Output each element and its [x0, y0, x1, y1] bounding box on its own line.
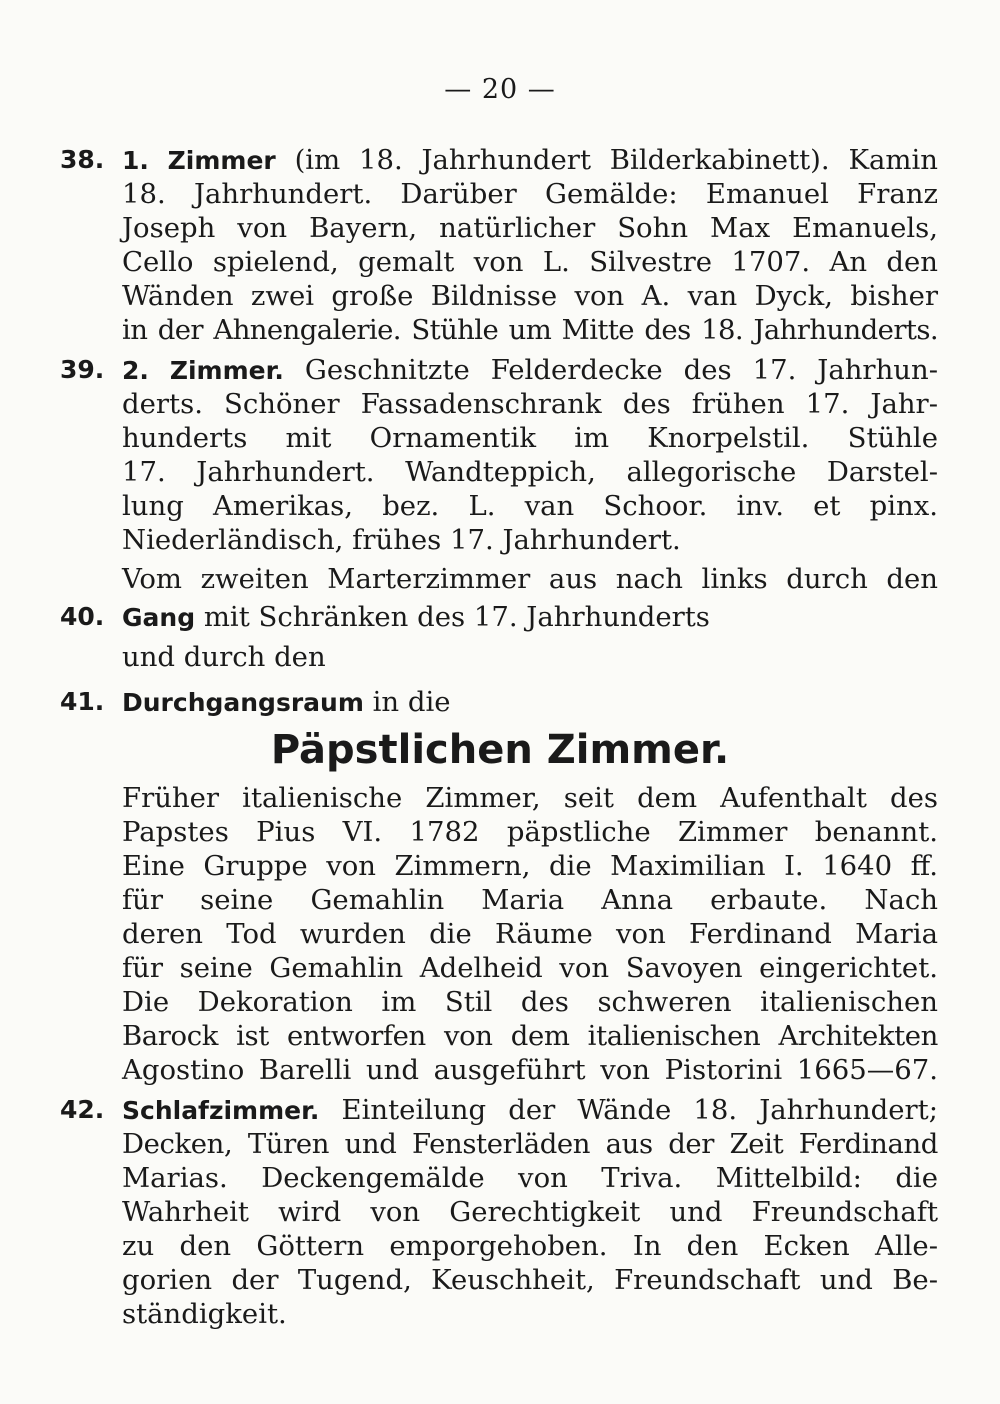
intro-line-3: Eine Gruppe von Zimmern, die Maximilian I. 1640 ff. [122, 850, 938, 882]
entry-40-line-1: Gang mit Schränken des 17. Jahrhunderts [122, 601, 710, 633]
entry-number-39: 39. [60, 355, 105, 384]
intro-line-4: für seine Gemahlin Maria Anna erbaute. Nach [122, 884, 938, 916]
entry-38-line-5: Wänden zwei große Bildnisse von A. van Dyck, bisher [122, 280, 938, 312]
entry-number-38: 38. [60, 145, 105, 174]
entry-42-line-7: ständigkeit. [122, 1298, 287, 1330]
entry-42-line-1: Schlafzimmer. Einteilung der Wände 18. Jahrhundert; [122, 1094, 939, 1126]
section-title: Päpstlichen Zimmer. [270, 727, 730, 773]
entry-42-line-2: Decken, Türen und Fensterläden aus der Zeit Ferdinand [122, 1128, 938, 1160]
entry-39-line-5: lung Amerikas, bez. L. van Schoor. inv. et pinx. [122, 490, 938, 522]
entry-38-heading: 1. Zimmer [122, 146, 276, 175]
entry-42-line-3: Marias. Deckengemälde von Triva. Mittelbild: die [122, 1162, 938, 1194]
intro-line-1: Früher italienische Zimmer, seit dem Aufenthalt des [122, 782, 938, 814]
entry-39-line-2: derts. Schöner Fassadenschrank des frühen 17. Jahr- [122, 388, 938, 420]
intro-line-2: Papstes Pius VI. 1782 päpstliche Zimmer benannt. [122, 816, 938, 848]
entry-number-42: 42. [60, 1095, 105, 1124]
entry-38-line-1: 1. Zimmer (im 18. Jahrhundert Bilderkabinett). Kamin [122, 144, 938, 176]
entry-40-line-2: und durch den [122, 641, 326, 673]
entry-42-line-6: gorien der Tugend, Keuschheit, Freundschaft und Be- [122, 1264, 938, 1296]
entry-39-heading: 2. Zimmer. [122, 356, 284, 385]
transition-line: Vom zweiten Marterzimmer aus nach links durch den [122, 563, 938, 595]
entry-41-heading: Durchgangsraum [122, 688, 364, 717]
entry-number-41: 41. [60, 687, 105, 716]
entry-42-heading: Schlafzimmer. [122, 1096, 320, 1125]
intro-line-9: Agostino Barelli und ausgeführt von Pistorini 1665—67. [122, 1054, 938, 1086]
entry-38-line-2: 18. Jahrhundert. Darüber Gemälde: Emanuel Franz [122, 178, 938, 210]
entry-38-line-6: in der Ahnengalerie. Stühle um Mitte des 18. Jahrhunderts. [122, 314, 938, 346]
entry-39-line-3: hunderts mit Ornamentik im Knorpelstil. Stühle [122, 422, 938, 454]
entry-39-line-6: Niederländisch, frühes 17. Jahrhundert. [122, 524, 681, 556]
intro-line-7: Die Dekoration im Stil des schweren italienischen [122, 986, 938, 1018]
entry-41-line-1: Durchgangsraum in die [122, 686, 451, 718]
entry-40-heading: Gang [122, 603, 196, 632]
entry-42-line-5: zu den Göttern emporgehoben. In den Ecken Alle- [122, 1230, 938, 1262]
entry-number-40: 40. [60, 602, 105, 631]
entry-39-line-1: 2. Zimmer. Geschnitzte Felderdecke des 17. Jahrhun- [122, 354, 939, 386]
intro-line-6: für seine Gemahlin Adelheid von Savoyen eingerichtet. [122, 952, 938, 984]
intro-line-5: deren Tod wurden die Räume von Ferdinand Maria [122, 918, 938, 950]
entry-42-line-4: Wahrheit wird von Gerechtigkeit und Freundschaft [122, 1196, 938, 1228]
page-number: — 20 — [444, 74, 556, 105]
entry-38-line-4: Cello spielend, gemalt von L. Silvestre 1707. An den [122, 246, 938, 278]
entry-39-line-4: 17. Jahrhundert. Wandteppich, allegorische Darstel- [122, 456, 938, 488]
entry-38-line-3: Joseph von Bayern, natürlicher Sohn Max Emanuels, [122, 212, 938, 244]
intro-line-8: Barock ist entworfen von dem italienischen Architekten [122, 1020, 938, 1052]
